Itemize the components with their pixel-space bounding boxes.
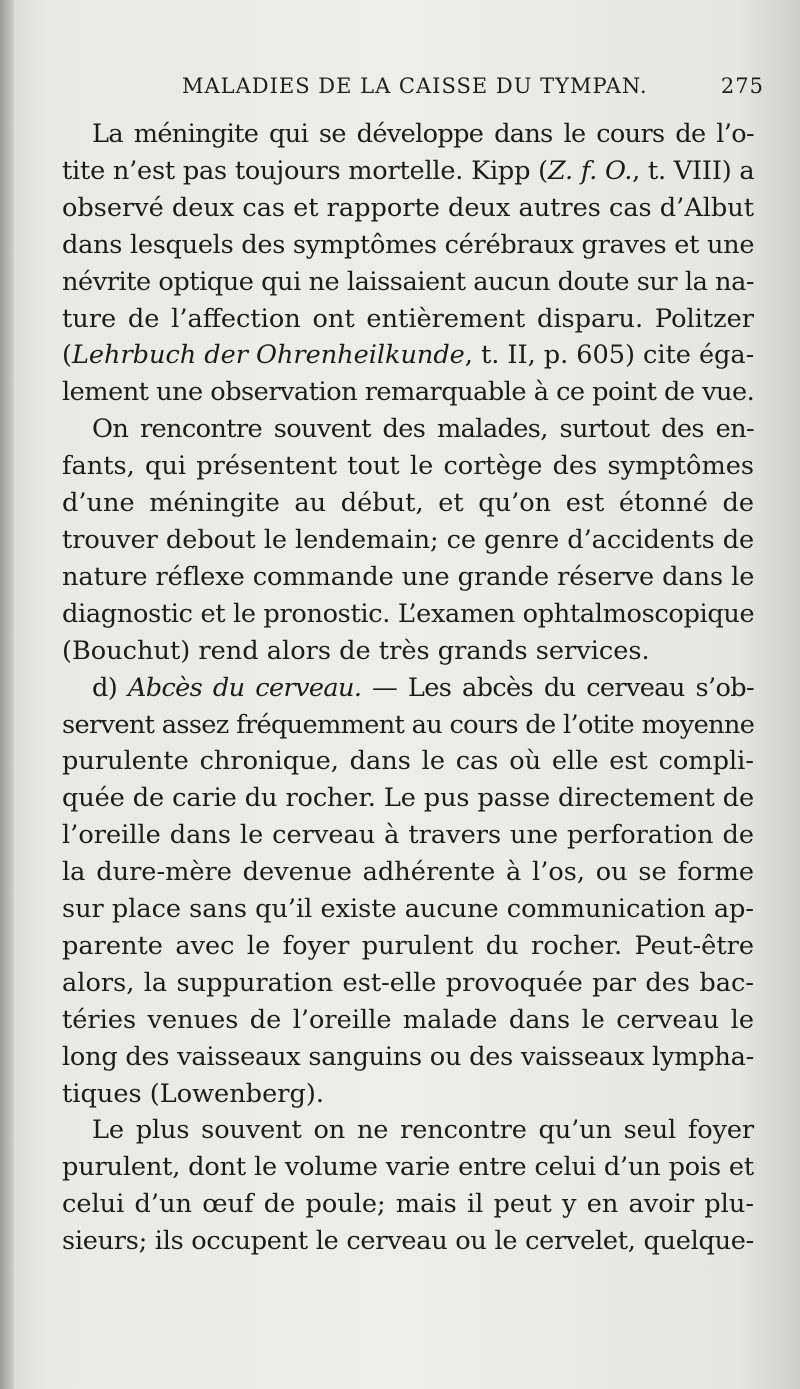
text-line: ture de l’affection ont entièrement disparu. Politzer [62,303,754,334]
paragraph-4 [62,1112,754,1260]
page-number: 275 [720,74,764,98]
text-line: nature réflexe commande une grande réserve dans le [62,561,755,592]
text-line: observé deux cas et rapporte deux autres cas d’Albut [62,192,754,223]
text-line: la dure-mère devenue adhérente à l’os, ou se forme [62,857,754,888]
text-line: servent assez fréquemment au cours de l’otite moyenne [62,709,755,740]
body-text [62,116,754,1260]
text-line: tite n’est pas toujours mortelle. Kipp (Z. f. O., t. VIII) a [62,155,755,186]
text-line: alors, la suppuration est-elle provoquée par des bac- [62,967,754,998]
text-line: sur place sans qu’il existe aucune communication ap- [62,894,754,925]
text-line: La méningite qui se développe dans le cours de l’o- [92,119,754,149]
text-line: sieurs; ils occupent le cerveau ou le cervelet, quelque- [62,1226,754,1257]
paragraph-3 [62,670,754,1113]
text-line: fants, qui présentent tout le cortège des symptômes [62,451,754,482]
text-line: (Bouchut) rend alors de très grands services. [62,635,650,666]
running-title: MALADIES DE LA CAISSE DU TYMPAN. [182,74,648,98]
text-line: quée de carie du rocher. Le pus passe directement de [62,783,754,814]
text-line: tiques (Lowenberg). [62,1078,324,1109]
running-header [62,74,764,104]
text-line: diagnostic et le pronostic. L’examen ophtalmoscopique [62,598,755,629]
text-line: dans lesquels des symptômes cérébraux graves et une [62,229,755,260]
text-line: purulente chronique, dans le cas où elle est compli- [62,746,754,777]
text-line: lement une observation remarquable à ce point de vue. [62,377,755,408]
paragraph-1 [62,116,754,411]
text-line: trouver debout le lendemain; ce genre d’accidents de [62,524,755,555]
text-line: Le plus souvent on ne rencontre qu’un seul foyer [92,1115,754,1146]
text-line: On rencontre souvent des malades, surtout des en- [92,414,754,445]
text-line: purulent, dont le volume varie entre celui d’un pois et [62,1152,754,1183]
paragraph-2 [62,411,754,669]
text-line: l’oreille dans le cerveau à travers une perforation de [62,820,754,851]
page-gutter-shadow [0,0,14,1389]
text-line: d’une méningite au début, et qu’on est étonné de [62,488,754,519]
text-line: parente avec le foyer purulent du rocher. Peut-être [62,930,754,961]
text-line: névrite optique qui ne laissaient aucun doute sur la na- [62,266,755,297]
text-line: long des vaisseaux sanguins ou des vaisseaux lympha- [62,1041,754,1072]
text-line: (Lehrbuch der Ohrenheilkunde, t. II, p. 605) cite éga- [62,340,755,371]
text-line: téries venues de l’oreille malade dans le cerveau le [62,1004,754,1035]
text-line: celui d’un œuf de poule; mais il peut y en avoir plu- [62,1189,754,1220]
text-line: d) Abcès du cerveau. — Les abcès du cerveau s’ob- [92,672,754,703]
